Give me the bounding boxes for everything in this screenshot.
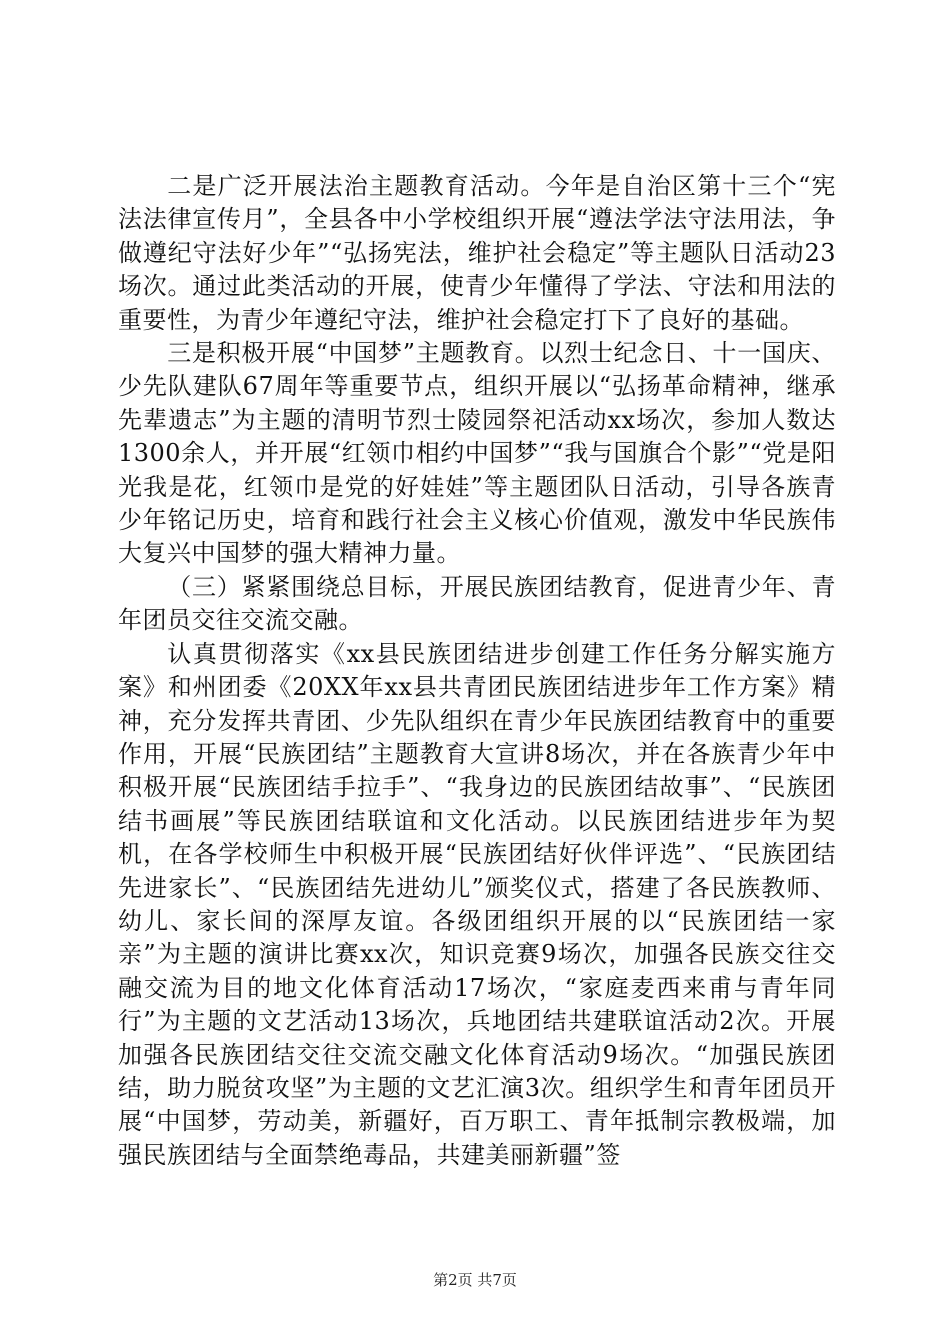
section-heading-ethnic-unity: （三）紧紧围绕总目标，开展民族团结教育，促进青少年、青年团员交往交流交融。 (118, 572, 836, 635)
paragraph-legal-education: 二是广泛开展法治主题教育活动。今年是自治区第十三个“宪法法律宣传月”，全县各中小学校组织开展“遵法学法守法用法，争做遵纪守法好少年”“弘扬宪法，维护社会稳定”等主题队日活动23场次。通过此类活动的开展，使青少年懂得了学法、守法和用法的重要性，为青少年遵纪守法，维护社会稳定打下了良好的基础。 (118, 172, 836, 334)
page-footer: 第2页 共7页 (433, 1271, 517, 1289)
paragraph-ethnic-unity-activities: 认真贯彻落实《xx县民族团结进步创建工作任务分解实施方案》和州团委《20XX年xx县共青团民族团结进步年工作方案》精神，充分发挥共青团、少先队组织在青少年民族团结教育中的重要作用，开展“民族团结”主题教育大宣讲8场次，并在各族青少年中积极开展“民族团结手拉手”、“我身边的民族团结故事”、“民族团结书画展”等民族团结联谊和文化活动。以民族团结进步年为契机，在各学校师生中积极开展“民族团结好伙伴评选”、“民族团结先进家长”、“民族团结先进幼儿”颁奖仪式，搭建了各民族教师、幼儿、家长间的深厚友谊。各级团组织开展的以“民族团结一家亲”为主题的演讲比赛xx次，知识竞赛9场次，加强各民族交往交融交流为目的地文化体育活动17场次，“家庭麦西来甫与青年同行”为主题的文艺活动13场次，兵地团结共建联谊活动2次。开展加强各民族团结交往交流交融文化体育活动9场次。“加强民族团结，助力脱贫攻坚”为主题的文艺汇演3次。组织学生和青年团员开展“中国梦，劳动美，新疆好，百万职工、青年抵制宗教极端，加强民族团结与全面禁绝毒品，共建美丽新疆”签 (118, 639, 836, 1169)
document-body (118, 170, 836, 1172)
paragraph-china-dream-education: 三是积极开展“中国梦”主题教育。以烈士纪念日、十一国庆、少先队建队67周年等重要节点，组织开展以“弘扬革命精神，继承先辈遗志”为主题的清明节烈士陵园祭祀活动xx场次，参加人数达1300余人，并开展“红领巾相约中国梦”“我与国旗合个影”“党是阳光我是花，红领巾是党的好娃娃”等主题团队日活动，引导各族青少年铭记历史，培育和践行社会主义核心价值观，激发中华民族伟大复兴中国梦的强大精神力量。 (118, 339, 836, 568)
